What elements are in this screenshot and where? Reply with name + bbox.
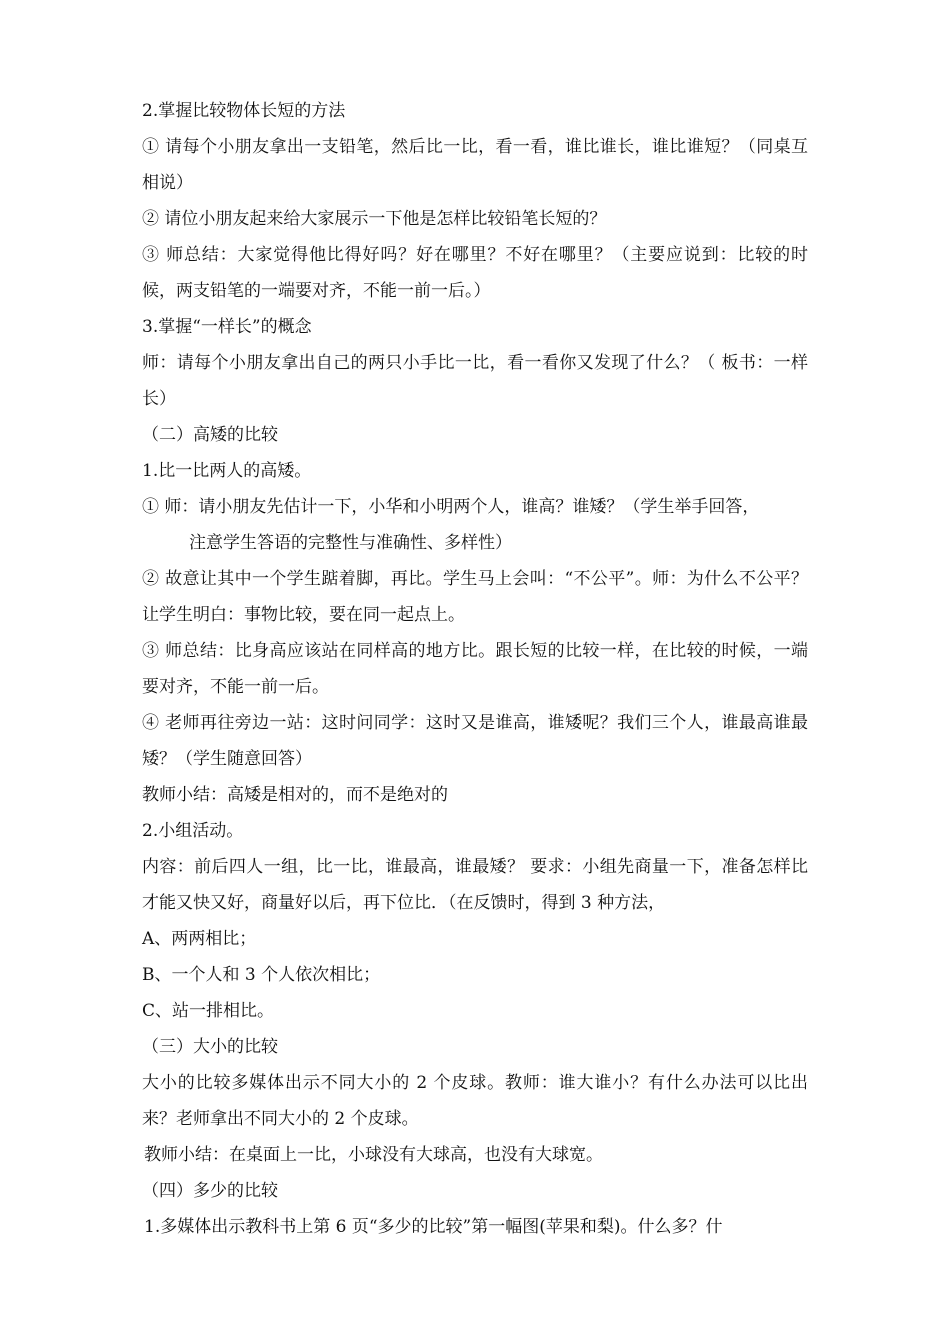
paragraph-three-people: ④ 老师再往旁边一站：这时问同学：这时又是谁高，谁矮呢？我们三个人，谁最高谁最矮？（学生随意回答）	[142, 713, 808, 769]
paragraph-step-3: ③ 师总结：大家觉得他比得好吗？好在哪里？不好在哪里？（主要应说到：比较的时候，两支铅笔的一端要对齐，不能一前一后。）	[142, 245, 808, 301]
paragraph-estimate-heights-continued: 注意学生答语的完整性与准确性、多样性）	[189, 533, 512, 553]
list-item-method-a: A、两两相比；	[142, 929, 257, 949]
paragraph-group-content: 内容：前后四人一组，比一比，谁最高，谁最矮？ 要求：小组先商量一下，准备怎样比才能又快又好，商量好以后，再下位比．（在反馈时，得到 3 种方法，	[142, 857, 808, 913]
paragraph-estimate-heights: ① 师：请小朋友先估计一下，小华和小明两个人，谁高？谁矮？（学生举手回答，	[142, 497, 760, 517]
section-size-comparison: （三）大小的比较	[142, 1037, 278, 1057]
section-quantity-comparison: （四）多少的比较	[142, 1181, 278, 1201]
paragraph-quantity-apples-pears: 1.多媒体出示教科书上第 6 页“多少的比较”第一幅图(苹果和梨)。什么多？什	[144, 1217, 723, 1237]
paragraph-teacher-hands: 师：请每个小朋友拿出自己的两只小手比一比，看一看你又发现了什么？（ 板书：一样长）	[142, 353, 808, 409]
section-height-comparison: （二）高矮的比较	[142, 425, 278, 445]
paragraph-teacher-summary-size: 教师小结：在桌面上一比，小球没有大球高，也没有大球宽。	[144, 1145, 603, 1165]
list-item-method-c: C、站一排相比。	[142, 1001, 275, 1021]
paragraph-tiptoe: ② 故意让其中一个学生踮着脚，再比。学生马上会叫：“不公平”。师：为什么不公平？让学生明白：事物比较，要在同一起点上。	[142, 569, 808, 625]
heading-same-length: 3.掌握“一样长”的概念	[142, 317, 312, 337]
heading-compare-two-heights: 1.比一比两人的高矮。	[142, 461, 312, 481]
paragraph-height-summary: ③ 师总结：比身高应该站在同样高的地方比。跟长短的比较一样，在比较的时候，一端要对齐，不能一前一后。	[142, 641, 808, 697]
document-body	[142, 93, 808, 1245]
list-item-method-b: B、一个人和 3 个人依次相比；	[142, 965, 381, 985]
paragraph-step-1: ① 请每个小朋友拿出一支铅笔，然后比一比，看一看，谁比谁长，谁比谁短？（同桌互相说）	[142, 137, 808, 193]
paragraph-step-2: ② 请位小朋友起来给大家展示一下他是怎样比较铅笔长短的？	[142, 209, 607, 229]
heading-group-activity: 2.小组活动。	[142, 821, 244, 841]
paragraph-teacher-summary-height: 教师小结：高矮是相对的，而不是绝对的	[142, 785, 448, 805]
heading-length-method: 2.掌握比较物体长短的方法	[142, 101, 346, 121]
paragraph-size-balls: 大小的比较多媒体出示不同大小的 2 个皮球。教师：谁大谁小？有什么办法可以比出来？老师拿出不同大小的 2 个皮球。	[142, 1073, 808, 1129]
